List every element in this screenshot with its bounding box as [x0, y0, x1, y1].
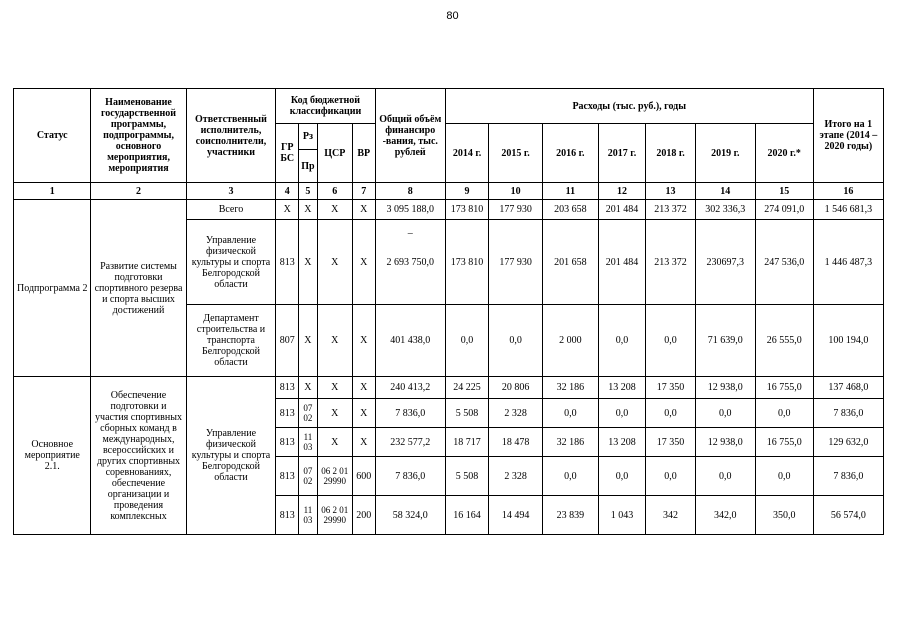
year-value-cell: 173 810	[445, 220, 488, 305]
year-value-cell: 5 508	[445, 457, 488, 496]
grbs-cell: 807	[276, 305, 299, 377]
rz-pr-cell: Х	[299, 305, 318, 377]
year-value-cell: 302 336,3	[695, 200, 755, 220]
year-value-cell: 26 555,0	[755, 305, 813, 377]
total-volume-cell: 7 836,0	[375, 399, 445, 428]
header-year: 2017 г.	[598, 124, 646, 183]
total-volume-cell: 3 095 188,0	[375, 200, 445, 220]
year-value-cell: 24 225	[445, 377, 488, 399]
total-volume-cell: 401 438,0	[375, 305, 445, 377]
table-row	[14, 200, 884, 220]
year-value-cell: 23 839	[542, 496, 598, 535]
status-cell: Основное мероприятие 2.1.	[14, 377, 91, 535]
vr-cell: 200	[352, 496, 375, 535]
header-rz: Рз	[299, 124, 318, 150]
csr-cell: 06 2 01 29990	[317, 496, 352, 535]
year-value-cell: 16 755,0	[755, 377, 813, 399]
total-volume-cell: 7 836,0	[375, 457, 445, 496]
csr-cell: Х	[317, 305, 352, 377]
year-value-cell: 230697,3	[695, 220, 755, 305]
column-number: 9	[445, 183, 488, 200]
year-value-cell: 0,0	[646, 305, 696, 377]
responsible-cell: Всего	[186, 200, 276, 220]
year-value-cell: 342	[646, 496, 696, 535]
rz-pr-cell: Х	[299, 200, 318, 220]
year-value-cell: 0,0	[598, 305, 646, 377]
header-year: 2020 г.*	[755, 124, 813, 183]
header-expenses: Расходы (тыс. руб.), годы	[445, 89, 813, 124]
name-cell: Обеспечение подготовки и участия спортивных сборных команд в международных, всероссийских и других спортивных соревнованиях, обеспечение организации и проведения комплексных	[91, 377, 186, 535]
vr-cell: 600	[352, 457, 375, 496]
stage-total-cell: 1 546 681,3	[813, 200, 883, 220]
year-value-cell: 0,0	[646, 399, 696, 428]
year-value-cell: 0,0	[542, 457, 598, 496]
year-value-cell: 350,0	[755, 496, 813, 535]
year-value-cell: 2 328	[489, 399, 543, 428]
name-cell: Развитие системы подготовки спортивного резерва и спорта высших достижений	[91, 200, 186, 377]
year-value-cell: 342,0	[695, 496, 755, 535]
stage-total-cell: 56 574,0	[813, 496, 883, 535]
column-number: 3	[186, 183, 276, 200]
vr-cell: Х	[352, 305, 375, 377]
column-number: 5	[299, 183, 318, 200]
year-value-cell: 177 930	[489, 220, 543, 305]
column-number: 15	[755, 183, 813, 200]
header-csr: ЦСР	[317, 124, 352, 183]
year-value-cell: 32 186	[542, 428, 598, 457]
year-value-cell: 1 043	[598, 496, 646, 535]
header-year: 2019 г.	[695, 124, 755, 183]
responsible-cell: Управление физической культуры и спорта Белгородской области	[186, 377, 276, 535]
column-number: 1	[14, 183, 91, 200]
rz-pr-cell: 11 03	[299, 428, 318, 457]
total-value: 2 693 750,0	[386, 257, 434, 268]
csr-cell: 06 2 01 29990	[317, 457, 352, 496]
status-cell: Подпрограмма 2	[14, 200, 91, 377]
year-value-cell: 16 164	[445, 496, 488, 535]
grbs-cell: 813	[276, 377, 299, 399]
vr-cell: Х	[352, 220, 375, 305]
year-value-cell: 5 508	[445, 399, 488, 428]
page-number: 80	[446, 10, 459, 22]
year-value-cell: 0,0	[755, 399, 813, 428]
year-value-cell: 247 536,0	[755, 220, 813, 305]
header-stage-total: Итого на 1 этапе (2014 – 2020 годы)	[813, 89, 883, 183]
csr-cell: Х	[317, 220, 352, 305]
responsible-cell: Управление физической культуры и спорта Белгородской области	[186, 220, 276, 305]
year-value-cell: 71 639,0	[695, 305, 755, 377]
stage-total-cell: 129 632,0	[813, 428, 883, 457]
stage-total-cell: 7 836,0	[813, 399, 883, 428]
rz-pr-cell: Х	[299, 377, 318, 399]
year-value-cell: 12 938,0	[695, 377, 755, 399]
header-year: 2014 г.	[445, 124, 488, 183]
column-number: 10	[489, 183, 543, 200]
total-volume-cell: 240 413,2	[375, 377, 445, 399]
year-value-cell: 0,0	[598, 399, 646, 428]
year-value-cell: 0,0	[695, 457, 755, 496]
rz-pr-cell: 11 03	[299, 496, 318, 535]
responsible-cell: Департамент строительства и транспорта Белгородской области	[186, 305, 276, 377]
column-number: 16	[813, 183, 883, 200]
rz-pr-cell: Х	[299, 220, 318, 305]
year-value-cell: 177 930	[489, 200, 543, 220]
year-value-cell: 16 755,0	[755, 428, 813, 457]
year-value-cell: 0,0	[646, 457, 696, 496]
header-year: 2015 г.	[489, 124, 543, 183]
vr-cell: Х	[352, 399, 375, 428]
year-value-cell: 213 372	[646, 220, 696, 305]
grbs-cell: 813	[276, 428, 299, 457]
year-value-cell: 213 372	[646, 200, 696, 220]
column-number: 8	[375, 183, 445, 200]
year-value-cell: 201 484	[598, 220, 646, 305]
year-value-cell: 17 350	[646, 428, 696, 457]
total-volume-cell: 58 324,0	[375, 496, 445, 535]
year-value-cell: 18 478	[489, 428, 543, 457]
column-number: 7	[352, 183, 375, 200]
year-value-cell: 13 208	[598, 377, 646, 399]
year-value-cell: 13 208	[598, 428, 646, 457]
year-value-cell: 2 328	[489, 457, 543, 496]
header-responsible: Ответственный исполнитель, соисполнители, участники	[186, 89, 276, 183]
vr-cell: Х	[352, 377, 375, 399]
header-total-volume: Общий объём финансиро -вания, тыс. рублей	[375, 89, 445, 183]
stage-total-cell: 1 446 487,3	[813, 220, 883, 305]
table-row	[14, 377, 884, 399]
year-value-cell: 274 091,0	[755, 200, 813, 220]
csr-cell: Х	[317, 428, 352, 457]
year-value-cell: 20 806	[489, 377, 543, 399]
vr-cell: Х	[352, 428, 375, 457]
header-vr: ВР	[352, 124, 375, 183]
year-value-cell: 201 658	[542, 220, 598, 305]
year-value-cell: 203 658	[542, 200, 598, 220]
column-number: 2	[91, 183, 186, 200]
year-value-cell: 32 186	[542, 377, 598, 399]
rz-pr-cell: 07 02	[299, 457, 318, 496]
header-pr: Пр	[299, 150, 318, 183]
grbs-cell: Х	[276, 200, 299, 220]
year-value-cell: 0,0	[755, 457, 813, 496]
header-name: Наименование государственной программы, подпрограммы, основного мероприятия, мероприятия	[91, 89, 186, 183]
column-number: 13	[646, 183, 696, 200]
dash-mark: –	[407, 228, 413, 239]
grbs-cell: 813	[276, 496, 299, 535]
total-volume-cell	[375, 220, 445, 305]
year-value-cell: 0,0	[445, 305, 488, 377]
column-number: 6	[317, 183, 352, 200]
year-value-cell: 12 938,0	[695, 428, 755, 457]
grbs-cell: 813	[276, 220, 299, 305]
grbs-cell: 813	[276, 399, 299, 428]
column-number: 12	[598, 183, 646, 200]
year-value-cell: 14 494	[489, 496, 543, 535]
budget-table	[13, 88, 884, 535]
year-value-cell: 0,0	[489, 305, 543, 377]
rz-pr-cell: 07 02	[299, 399, 318, 428]
csr-cell: Х	[317, 200, 352, 220]
header-status: Статус	[14, 89, 91, 183]
year-value-cell: 2 000	[542, 305, 598, 377]
csr-cell: Х	[317, 399, 352, 428]
vr-cell: Х	[352, 200, 375, 220]
csr-cell: Х	[317, 377, 352, 399]
year-value-cell: 18 717	[445, 428, 488, 457]
stage-total-cell: 137 468,0	[813, 377, 883, 399]
header-budget-code: Код бюджетной классификации	[276, 89, 375, 124]
year-value-cell: 201 484	[598, 200, 646, 220]
column-number: 14	[695, 183, 755, 200]
year-value-cell: 173 810	[445, 200, 488, 220]
year-value-cell: 17 350	[646, 377, 696, 399]
column-number: 4	[276, 183, 299, 200]
stage-total-cell: 7 836,0	[813, 457, 883, 496]
header-year: 2018 г.	[646, 124, 696, 183]
year-value-cell: 0,0	[542, 399, 598, 428]
column-number: 11	[542, 183, 598, 200]
stage-total-cell: 100 194,0	[813, 305, 883, 377]
total-volume-cell: 232 577,2	[375, 428, 445, 457]
header-year: 2016 г.	[542, 124, 598, 183]
grbs-cell: 813	[276, 457, 299, 496]
year-value-cell: 0,0	[695, 399, 755, 428]
year-value-cell: 0,0	[598, 457, 646, 496]
header-grbs: ГР БС	[276, 124, 299, 183]
